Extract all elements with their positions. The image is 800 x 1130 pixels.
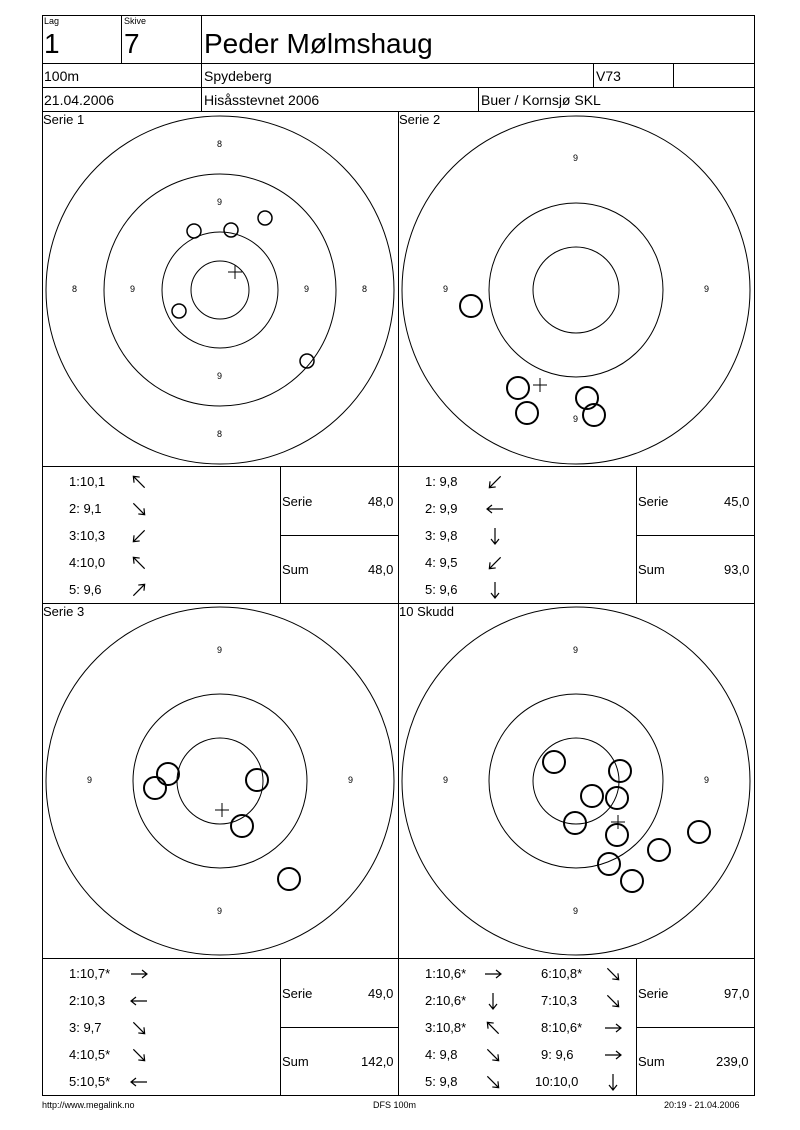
shot-mark	[224, 223, 238, 237]
arrow-icon	[601, 991, 625, 1011]
serie-value: 45,0	[724, 494, 750, 509]
shot-label: 5: 9,8	[425, 1074, 458, 1089]
distance: 100m	[44, 68, 80, 84]
shot-label: 2: 9,9	[425, 501, 458, 516]
ring-number: 9	[87, 775, 93, 785]
shot-label: 2: 9,1	[69, 501, 102, 516]
target-total	[402, 607, 750, 955]
shot-mark	[516, 402, 538, 424]
serie-value: 97,0	[724, 986, 750, 1001]
skive-label: Skive	[124, 16, 147, 26]
arrow-icon	[483, 580, 507, 600]
shot-label: 2:10,6*	[425, 993, 467, 1008]
skive-value: 7	[124, 28, 140, 59]
ring-number: 9	[573, 645, 579, 655]
arrow-icon	[127, 499, 151, 519]
shot-label: 4:10,5*	[69, 1047, 111, 1062]
ring-number: 9	[573, 153, 579, 163]
footer-link[interactable]: http://www.megalink.no	[42, 1100, 135, 1110]
shot-mark	[609, 760, 631, 782]
arrow-icon	[127, 964, 151, 984]
arrow-icon	[483, 553, 507, 573]
arrow-icon	[127, 553, 151, 573]
ring-number: 9	[304, 284, 310, 294]
date: 21.04.2006	[44, 92, 115, 108]
shot-mark	[507, 377, 529, 399]
lag-label: Lag	[44, 16, 60, 26]
shot-mark	[278, 868, 300, 890]
arrow-icon	[127, 580, 151, 600]
arrow-icon	[601, 964, 625, 984]
arrow-icon	[481, 991, 505, 1011]
shot-mark	[543, 751, 565, 773]
shot-mark	[157, 763, 179, 785]
shot-label: 2:10,3	[69, 993, 106, 1008]
shot-mark	[688, 821, 710, 843]
footer-center: DFS 100m	[373, 1100, 417, 1110]
serie1-title: Serie 1	[43, 112, 85, 127]
arrow-icon	[127, 991, 151, 1011]
club: Buer / Kornsjø SKL	[481, 92, 601, 108]
arrow-icon	[601, 1072, 625, 1092]
shot-label: 1:10,7*	[69, 966, 111, 981]
lag-value: 1	[44, 28, 60, 59]
serie-label: Serie	[282, 494, 313, 509]
shot-label: 7:10,3	[541, 993, 578, 1008]
arrow-icon	[483, 472, 507, 492]
ring-number: 9	[573, 906, 579, 916]
shot-mark	[144, 777, 166, 799]
shot-label: 4: 9,5	[425, 555, 458, 570]
footer-timestamp: 20:19 - 21.04.2006	[664, 1100, 740, 1110]
serie3-title: Serie 3	[43, 604, 85, 619]
ring-number: 8	[217, 429, 223, 439]
serie2-title: Serie 2	[399, 112, 441, 127]
sum-label: Sum	[282, 1054, 309, 1069]
arrow-icon	[601, 1018, 625, 1038]
total-title: 10 Skudd	[399, 604, 454, 619]
class: V73	[596, 68, 621, 84]
shot-mark	[460, 295, 482, 317]
sum-value: 142,0	[361, 1054, 394, 1069]
shot-mark	[581, 785, 603, 807]
ring-number: 9	[704, 775, 710, 785]
ring-number: 9	[443, 775, 449, 785]
sum-label: Sum	[282, 562, 309, 577]
shot-label: 5: 9,6	[425, 582, 458, 597]
shot-label: 9: 9,6	[541, 1047, 574, 1062]
shot-label: 1: 9,8	[425, 474, 458, 489]
target-serie-2	[402, 116, 750, 464]
arrow-icon	[127, 472, 151, 492]
sum-value: 48,0	[368, 562, 394, 577]
shot-mark	[648, 839, 670, 861]
shot-label: 6:10,8*	[541, 966, 583, 981]
shot-label: 1:10,6*	[425, 966, 467, 981]
shot-label: 3: 9,7	[69, 1020, 102, 1035]
ring-number: 8	[72, 284, 78, 294]
sum-value: 239,0	[716, 1054, 749, 1069]
shot-label: 5: 9,6	[69, 582, 102, 597]
event: Hisåsstevnet 2006	[204, 92, 320, 108]
ring-number: 8	[217, 139, 223, 149]
shot-label: 4:10,0	[69, 555, 106, 570]
arrow-icon	[481, 1045, 505, 1065]
sum-label: Sum	[638, 1054, 665, 1069]
shot-mark	[246, 769, 268, 791]
ring-number: 9	[217, 371, 223, 381]
arrow-icon	[481, 1018, 505, 1038]
serie-label: Serie	[638, 986, 669, 1001]
target-serie-3	[46, 607, 394, 955]
shot-mark	[187, 224, 201, 238]
shot-mark	[621, 870, 643, 892]
shot-mark	[172, 304, 186, 318]
shot-label: 10:10,0	[535, 1074, 579, 1089]
arrow-icon	[483, 499, 507, 519]
shot-label: 1:10,1	[69, 474, 106, 489]
serie-label: Serie	[638, 494, 669, 509]
shot-mark	[606, 824, 628, 846]
sum-label: Sum	[638, 562, 665, 577]
ring-number: 9	[217, 645, 223, 655]
ring-number: 9	[348, 775, 354, 785]
ring-number: 9	[217, 197, 223, 207]
arrow-icon	[601, 1045, 625, 1065]
shot-label: 3:10,8*	[425, 1020, 467, 1035]
ring-number: 8	[362, 284, 368, 294]
serie-label: Serie	[282, 986, 313, 1001]
ring-number: 9	[573, 414, 579, 424]
target-serie-1	[46, 116, 394, 464]
arrow-icon	[127, 1045, 151, 1065]
arrow-icon	[127, 526, 151, 546]
place: Spydeberg	[204, 68, 272, 84]
shot-mark	[606, 787, 628, 809]
arrow-icon	[483, 526, 507, 546]
shot-label: 8:10,6*	[541, 1020, 583, 1035]
shooter-name: Peder Mølmshaug	[204, 28, 433, 59]
sum-value: 93,0	[724, 562, 750, 577]
arrow-icon	[127, 1018, 151, 1038]
shot-label: 5:10,5*	[69, 1074, 111, 1089]
serie-value: 49,0	[368, 986, 394, 1001]
shot-label: 4: 9,8	[425, 1047, 458, 1062]
ring-number: 9	[130, 284, 136, 294]
serie-value: 48,0	[368, 494, 394, 509]
shot-mark	[258, 211, 272, 225]
shot-label: 3:10,3	[69, 528, 106, 543]
shot-label: 3: 9,8	[425, 528, 458, 543]
arrow-icon	[127, 1072, 151, 1092]
ring-number: 9	[704, 284, 710, 294]
arrow-icon	[481, 1072, 505, 1092]
ring-number: 9	[443, 284, 449, 294]
ring-number: 9	[217, 906, 223, 916]
arrow-icon	[481, 964, 505, 984]
